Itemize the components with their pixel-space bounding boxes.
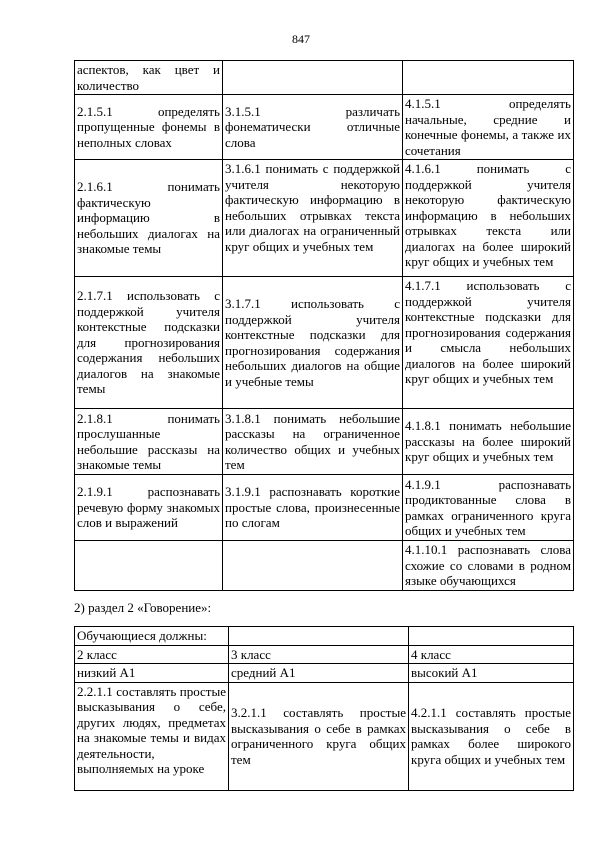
table-cell: 2.1.9.1 распознавать речевую форму знакомых слов и выражений <box>75 475 223 541</box>
grade-label: 2 класс <box>75 645 229 664</box>
table-cell: 4.1.5.1 определять начальные, средние и конечные фонемы, а также их сочетания <box>403 95 574 160</box>
table-cell <box>223 61 403 95</box>
table-cell: 4.1.10.1 распознавать слова схожие со словами в родном языке обучающихся <box>403 541 574 591</box>
table-header-row <box>75 627 574 646</box>
levels-row <box>75 664 574 683</box>
table-row <box>75 409 574 475</box>
speaking-objectives-table <box>74 626 574 791</box>
table-cell: 4.1.6.1 понимать с поддержкой учителя некоторую фактическую информацию в небольших отрывках текста или диалогах на более широкий круг общих и учебных тем <box>403 160 574 277</box>
table-cell <box>403 61 574 95</box>
table-cell <box>75 541 223 591</box>
table-cell: 3.1.6.1 понимать с поддержкой учителя некоторую фактическую информацию в небольших отрывках текста или диалогах на ограниченный круг общих и учебных тем <box>223 160 403 277</box>
table-row <box>75 475 574 541</box>
level-label: высокий А1 <box>409 664 574 683</box>
table-cell: 3.1.9.1 распознавать короткие простые слова, произнесенные по слогам <box>223 475 403 541</box>
grade-label: 4 класс <box>409 645 574 664</box>
table-cell: 2.1.6.1 понимать фактическую информацию в небольших диалогах на знакомые темы <box>75 160 223 277</box>
table-cell: 2.1.7.1 использовать с поддержкой учителя контекстные подсказки для прогнозирования содержания небольших диалогов на знакомые темы <box>75 277 223 409</box>
table-cell: 2.2.1.1 составлять простые высказывания о себе, других людях, предметах на знакомые темы и видах деятельности, выполняемых на уроке <box>75 682 229 790</box>
section-heading: 2) раздел 2 «Говорение»: <box>74 600 212 615</box>
grade-label: 3 класс <box>229 645 409 664</box>
level-label: средний А1 <box>229 664 409 683</box>
level-label: низкий А1 <box>75 664 229 683</box>
table-row <box>75 160 574 277</box>
table-cell: 3.1.7.1 использовать с поддержкой учителя контекстные подсказки для прогнозирования содержания небольших диалогов на общие и учебные темы <box>223 277 403 409</box>
table-cell: 4.1.9.1 распознавать продиктованные слова в рамках ограниченного круга общих и учебных тем <box>403 475 574 541</box>
table-row <box>75 277 574 409</box>
table-cell <box>223 541 403 591</box>
table-cell <box>409 627 574 646</box>
table-cell: 4.1.8.1 понимать небольшие рассказы на более широкий круг общих и учебных тем <box>403 409 574 475</box>
page-number: 847 <box>292 32 310 46</box>
table-cell: аспектов, как цвет и количество <box>75 61 223 95</box>
table-row <box>75 541 574 591</box>
listening-objectives-table <box>74 60 574 591</box>
table-cell: 3.2.1.1 составлять простые высказывания о себе в рамках ограниченного круга общих тем <box>229 682 409 790</box>
table-cell: 4.1.7.1 использовать с поддержкой учителя контекстные подсказки для прогнозирования содержания и смысла небольших диалогов на более широкий круг общих и учебных тем <box>403 277 574 409</box>
table-cell: 2.1.5.1 определять пропущенные фонемы в неполных словах <box>75 95 223 160</box>
grades-row <box>75 645 574 664</box>
table-row <box>75 95 574 160</box>
students-must-header: Обучающиеся должны: <box>75 627 229 646</box>
table-cell <box>229 627 409 646</box>
table-cell: 3.1.5.1 различать фонематически отличные слова <box>223 95 403 160</box>
table-cell: 2.1.8.1 понимать прослушанные небольшие рассказы на знакомые темы <box>75 409 223 475</box>
table-cell: 3.1.8.1 понимать небольшие рассказы на ограниченное количество общих и учебных тем <box>223 409 403 475</box>
table-row <box>75 682 574 790</box>
table-cell: 4.2.1.1 составлять простые высказывания о себе в рамках более широкого круга общих и учебных тем <box>409 682 574 790</box>
table-row <box>75 61 574 95</box>
